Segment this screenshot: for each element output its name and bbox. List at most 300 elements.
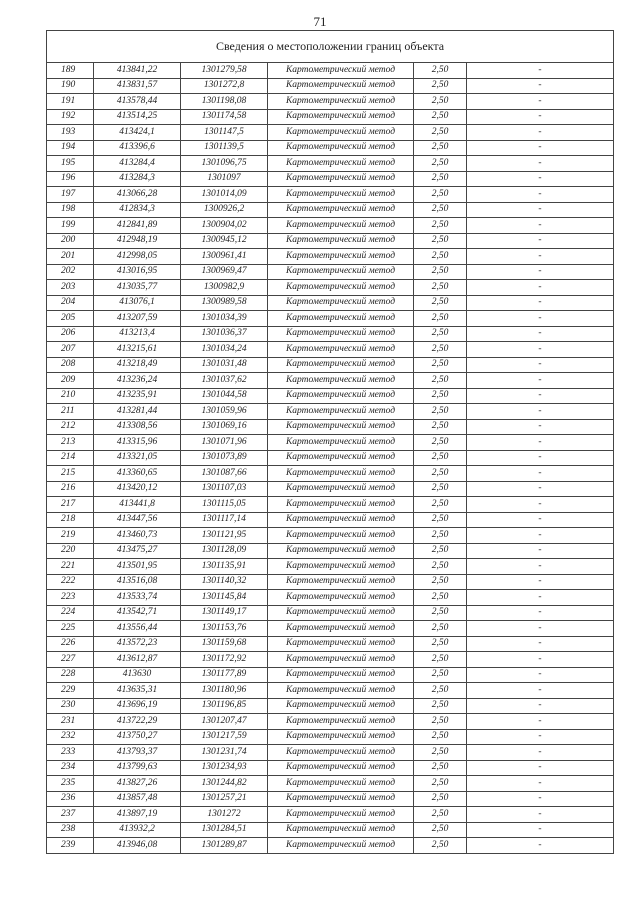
accuracy-cell: 2,50 — [414, 373, 467, 389]
method-cell: Картометрический метод — [268, 590, 414, 606]
coord-y: 1301140,32 — [181, 574, 268, 590]
table-row — [47, 187, 614, 203]
table-row — [47, 605, 614, 621]
coord-y: 1301231,74 — [181, 745, 268, 761]
description-cell: - — [467, 528, 614, 544]
accuracy-cell: 2,50 — [414, 574, 467, 590]
table-row — [47, 791, 614, 807]
coord-y: 1301147,5 — [181, 125, 268, 141]
point-number: 190 — [47, 78, 94, 94]
coord-y: 1301059,96 — [181, 404, 268, 420]
point-number: 239 — [47, 838, 94, 854]
accuracy-cell: 2,50 — [414, 497, 467, 513]
coord-y: 1301145,84 — [181, 590, 268, 606]
method-cell: Картометрический метод — [268, 342, 414, 358]
point-number: 209 — [47, 373, 94, 389]
coord-y: 1301115,05 — [181, 497, 268, 513]
description-cell: - — [467, 295, 614, 311]
description-cell: - — [467, 218, 614, 234]
coord-y: 1300945,12 — [181, 233, 268, 249]
accuracy-cell: 2,50 — [414, 156, 467, 172]
description-cell: - — [467, 140, 614, 156]
method-cell: Картометрический метод — [268, 388, 414, 404]
point-number: 228 — [47, 667, 94, 683]
coord-y: 1301272,8 — [181, 78, 268, 94]
coord-x: 413556,44 — [94, 621, 181, 637]
description-cell: - — [467, 807, 614, 823]
coord-y: 1301272 — [181, 807, 268, 823]
method-cell: Картометрический метод — [268, 264, 414, 280]
table-row — [47, 404, 614, 420]
description-cell: - — [467, 357, 614, 373]
accuracy-cell: 2,50 — [414, 776, 467, 792]
table-row — [47, 698, 614, 714]
description-cell: - — [467, 776, 614, 792]
coord-y: 1301044,58 — [181, 388, 268, 404]
description-cell: - — [467, 559, 614, 575]
table-row — [47, 621, 614, 637]
table-row — [47, 171, 614, 187]
method-cell: Картометрический метод — [268, 574, 414, 590]
coord-y: 1301153,76 — [181, 621, 268, 637]
accuracy-cell: 2,50 — [414, 729, 467, 745]
accuracy-cell: 2,50 — [414, 202, 467, 218]
coord-y: 1301069,16 — [181, 419, 268, 435]
accuracy-cell: 2,50 — [414, 683, 467, 699]
point-number: 231 — [47, 714, 94, 730]
method-cell: Картометрический метод — [268, 652, 414, 668]
point-number: 236 — [47, 791, 94, 807]
table-row — [47, 590, 614, 606]
method-cell: Картометрический метод — [268, 419, 414, 435]
description-cell: - — [467, 202, 614, 218]
method-cell: Картометрический метод — [268, 357, 414, 373]
point-number: 204 — [47, 295, 94, 311]
point-number: 211 — [47, 404, 94, 420]
coord-y: 1300969,47 — [181, 264, 268, 280]
table-title-row — [47, 31, 614, 63]
coord-x: 412834,3 — [94, 202, 181, 218]
point-number: 201 — [47, 249, 94, 265]
point-number: 200 — [47, 233, 94, 249]
method-cell: Картометрический метод — [268, 528, 414, 544]
point-number: 207 — [47, 342, 94, 358]
coord-y: 1300904,02 — [181, 218, 268, 234]
point-number: 235 — [47, 776, 94, 792]
coord-x: 413897,19 — [94, 807, 181, 823]
description-cell: - — [467, 822, 614, 838]
boundary-table — [46, 30, 614, 854]
description-cell: - — [467, 481, 614, 497]
coord-x: 413207,59 — [94, 311, 181, 327]
method-cell: Картометрический метод — [268, 605, 414, 621]
description-cell: - — [467, 450, 614, 466]
coord-x: 413793,37 — [94, 745, 181, 761]
description-cell: - — [467, 636, 614, 652]
method-cell: Картометрический метод — [268, 326, 414, 342]
table-row — [47, 63, 614, 79]
accuracy-cell: 2,50 — [414, 621, 467, 637]
coord-y: 1300982,9 — [181, 280, 268, 296]
point-number: 238 — [47, 822, 94, 838]
table-row — [47, 249, 614, 265]
accuracy-cell: 2,50 — [414, 822, 467, 838]
table-row — [47, 683, 614, 699]
point-number: 232 — [47, 729, 94, 745]
table-row — [47, 419, 614, 435]
description-cell: - — [467, 249, 614, 265]
table-row — [47, 326, 614, 342]
coord-x: 413831,57 — [94, 78, 181, 94]
accuracy-cell: 2,50 — [414, 94, 467, 110]
accuracy-cell: 2,50 — [414, 667, 467, 683]
coord-x: 413284,4 — [94, 156, 181, 172]
point-number: 220 — [47, 543, 94, 559]
table-row — [47, 218, 614, 234]
point-number: 227 — [47, 652, 94, 668]
coord-y: 1301180,96 — [181, 683, 268, 699]
table-row — [47, 233, 614, 249]
coord-y: 1301014,09 — [181, 187, 268, 203]
accuracy-cell: 2,50 — [414, 311, 467, 327]
accuracy-cell: 2,50 — [414, 807, 467, 823]
coord-x: 413612,87 — [94, 652, 181, 668]
point-number: 230 — [47, 698, 94, 714]
accuracy-cell: 2,50 — [414, 388, 467, 404]
description-cell: - — [467, 512, 614, 528]
point-number: 237 — [47, 807, 94, 823]
coord-x: 412841,89 — [94, 218, 181, 234]
accuracy-cell: 2,50 — [414, 435, 467, 451]
accuracy-cell: 2,50 — [414, 264, 467, 280]
method-cell: Картометрический метод — [268, 729, 414, 745]
table-row — [47, 528, 614, 544]
table-row — [47, 450, 614, 466]
method-cell: Картометрический метод — [268, 202, 414, 218]
description-cell: - — [467, 264, 614, 280]
accuracy-cell: 2,50 — [414, 698, 467, 714]
method-cell: Картометрический метод — [268, 311, 414, 327]
coord-y: 1301289,87 — [181, 838, 268, 854]
method-cell: Картометрический метод — [268, 156, 414, 172]
coord-y: 1301037,62 — [181, 373, 268, 389]
table-row — [47, 574, 614, 590]
coord-y: 1301172,92 — [181, 652, 268, 668]
description-cell: - — [467, 667, 614, 683]
coord-x: 413360,65 — [94, 466, 181, 482]
point-number: 205 — [47, 311, 94, 327]
table-row — [47, 202, 614, 218]
accuracy-cell: 2,50 — [414, 512, 467, 528]
accuracy-cell: 2,50 — [414, 342, 467, 358]
accuracy-cell: 2,50 — [414, 295, 467, 311]
coord-x: 413016,95 — [94, 264, 181, 280]
description-cell: - — [467, 109, 614, 125]
accuracy-cell: 2,50 — [414, 218, 467, 234]
point-number: 221 — [47, 559, 94, 575]
coord-x: 413076,1 — [94, 295, 181, 311]
table-row — [47, 280, 614, 296]
point-number: 213 — [47, 435, 94, 451]
method-cell: Картометрический метод — [268, 435, 414, 451]
coord-y: 1301117,14 — [181, 512, 268, 528]
coord-x: 413447,56 — [94, 512, 181, 528]
table-row — [47, 140, 614, 156]
method-cell: Картометрический метод — [268, 295, 414, 311]
point-number: 224 — [47, 605, 94, 621]
point-number: 208 — [47, 357, 94, 373]
coord-x: 413946,08 — [94, 838, 181, 854]
coord-x: 413572,23 — [94, 636, 181, 652]
accuracy-cell: 2,50 — [414, 838, 467, 854]
table-row — [47, 838, 614, 854]
description-cell: - — [467, 280, 614, 296]
coord-y: 1301135,91 — [181, 559, 268, 575]
coord-y: 1301034,39 — [181, 311, 268, 327]
method-cell: Картометрический метод — [268, 698, 414, 714]
accuracy-cell: 2,50 — [414, 63, 467, 79]
table-row — [47, 78, 614, 94]
coord-y: 1301257,21 — [181, 791, 268, 807]
accuracy-cell: 2,50 — [414, 233, 467, 249]
method-cell: Картометрический метод — [268, 791, 414, 807]
coord-x: 413514,25 — [94, 109, 181, 125]
description-cell: - — [467, 683, 614, 699]
description-cell: - — [467, 838, 614, 854]
coord-x: 413236,24 — [94, 373, 181, 389]
description-cell: - — [467, 605, 614, 621]
point-number: 222 — [47, 574, 94, 590]
coord-y: 1301087,66 — [181, 466, 268, 482]
coord-x: 413630 — [94, 667, 181, 683]
accuracy-cell: 2,50 — [414, 187, 467, 203]
table-row — [47, 373, 614, 389]
point-number: 198 — [47, 202, 94, 218]
accuracy-cell: 2,50 — [414, 78, 467, 94]
table-row — [47, 481, 614, 497]
coord-y: 1301073,89 — [181, 450, 268, 466]
method-cell: Картометрический метод — [268, 512, 414, 528]
method-cell: Картометрический метод — [268, 109, 414, 125]
table-row — [47, 497, 614, 513]
table-row — [47, 667, 614, 683]
coord-x: 413533,74 — [94, 590, 181, 606]
accuracy-cell: 2,50 — [414, 791, 467, 807]
table-row — [47, 264, 614, 280]
coord-x: 413315,96 — [94, 435, 181, 451]
coord-y: 1301096,75 — [181, 156, 268, 172]
point-number: 223 — [47, 590, 94, 606]
coord-x: 413420,12 — [94, 481, 181, 497]
description-cell: - — [467, 326, 614, 342]
coord-x: 413396,6 — [94, 140, 181, 156]
method-cell: Картометрический метод — [268, 171, 414, 187]
description-cell: - — [467, 698, 614, 714]
point-number: 216 — [47, 481, 94, 497]
point-number: 194 — [47, 140, 94, 156]
coord-y: 1301121,95 — [181, 528, 268, 544]
point-number: 189 — [47, 63, 94, 79]
accuracy-cell: 2,50 — [414, 714, 467, 730]
table-row — [47, 295, 614, 311]
description-cell: - — [467, 621, 614, 637]
accuracy-cell: 2,50 — [414, 605, 467, 621]
table-row — [47, 543, 614, 559]
accuracy-cell: 2,50 — [414, 652, 467, 668]
table-row — [47, 311, 614, 327]
description-cell: - — [467, 590, 614, 606]
method-cell: Картометрический метод — [268, 78, 414, 94]
coord-y: 1301159,68 — [181, 636, 268, 652]
method-cell: Картометрический метод — [268, 667, 414, 683]
coord-y: 1301196,85 — [181, 698, 268, 714]
description-cell: - — [467, 187, 614, 203]
coord-x: 413696,19 — [94, 698, 181, 714]
accuracy-cell: 2,50 — [414, 125, 467, 141]
method-cell: Картометрический метод — [268, 745, 414, 761]
coord-y: 1301031,48 — [181, 357, 268, 373]
description-cell: - — [467, 791, 614, 807]
description-cell: - — [467, 233, 614, 249]
coord-y: 1301198,08 — [181, 94, 268, 110]
coord-y: 1301034,24 — [181, 342, 268, 358]
table-row — [47, 357, 614, 373]
point-number: 210 — [47, 388, 94, 404]
page-number: 71 — [313, 14, 327, 29]
table-row — [47, 156, 614, 172]
accuracy-cell: 2,50 — [414, 280, 467, 296]
coord-x: 412998,05 — [94, 249, 181, 265]
point-number: 193 — [47, 125, 94, 141]
point-number: 212 — [47, 419, 94, 435]
table-row — [47, 559, 614, 575]
coord-x: 413475,27 — [94, 543, 181, 559]
table-row — [47, 745, 614, 761]
coord-y: 1301279,58 — [181, 63, 268, 79]
description-cell: - — [467, 714, 614, 730]
method-cell: Картометрический метод — [268, 838, 414, 854]
coord-x: 413799,63 — [94, 760, 181, 776]
coord-y: 1301234,93 — [181, 760, 268, 776]
accuracy-cell: 2,50 — [414, 590, 467, 606]
coord-x: 413460,73 — [94, 528, 181, 544]
coord-x: 413215,61 — [94, 342, 181, 358]
table-row — [47, 109, 614, 125]
coord-x: 413066,28 — [94, 187, 181, 203]
coord-y: 1301217,59 — [181, 729, 268, 745]
coord-x: 413827,26 — [94, 776, 181, 792]
table-row — [47, 714, 614, 730]
method-cell: Картометрический метод — [268, 249, 414, 265]
accuracy-cell: 2,50 — [414, 357, 467, 373]
table-row — [47, 466, 614, 482]
coord-x: 413750,27 — [94, 729, 181, 745]
point-number: 217 — [47, 497, 94, 513]
method-cell: Картометрический метод — [268, 125, 414, 141]
point-number: 214 — [47, 450, 94, 466]
description-cell: - — [467, 63, 614, 79]
table-row — [47, 388, 614, 404]
description-cell: - — [467, 125, 614, 141]
coord-y: 1301097 — [181, 171, 268, 187]
point-number: 191 — [47, 94, 94, 110]
point-number: 203 — [47, 280, 94, 296]
method-cell: Картометрический метод — [268, 621, 414, 637]
description-cell: - — [467, 388, 614, 404]
point-number: 215 — [47, 466, 94, 482]
point-number: 226 — [47, 636, 94, 652]
point-number: 218 — [47, 512, 94, 528]
table-row — [47, 94, 614, 110]
description-cell: - — [467, 311, 614, 327]
method-cell: Картометрический метод — [268, 776, 414, 792]
point-number: 196 — [47, 171, 94, 187]
method-cell: Картометрический метод — [268, 140, 414, 156]
description-cell: - — [467, 94, 614, 110]
coord-x: 413218,49 — [94, 357, 181, 373]
point-number: 234 — [47, 760, 94, 776]
coord-x: 413284,3 — [94, 171, 181, 187]
accuracy-cell: 2,50 — [414, 404, 467, 420]
method-cell: Картометрический метод — [268, 404, 414, 420]
method-cell: Картометрический метод — [268, 280, 414, 296]
coord-y: 1301284,51 — [181, 822, 268, 838]
method-cell: Картометрический метод — [268, 233, 414, 249]
table-title: Сведения о местоположении границ объекта — [47, 31, 614, 63]
description-cell: - — [467, 419, 614, 435]
description-cell: - — [467, 171, 614, 187]
method-cell: Картометрический метод — [268, 559, 414, 575]
accuracy-cell: 2,50 — [414, 450, 467, 466]
accuracy-cell: 2,50 — [414, 528, 467, 544]
point-number: 206 — [47, 326, 94, 342]
point-number: 202 — [47, 264, 94, 280]
coord-y: 1301036,37 — [181, 326, 268, 342]
accuracy-cell: 2,50 — [414, 109, 467, 125]
description-cell: - — [467, 543, 614, 559]
coord-x: 413321,05 — [94, 450, 181, 466]
accuracy-cell: 2,50 — [414, 249, 467, 265]
coord-x: 413516,08 — [94, 574, 181, 590]
accuracy-cell: 2,50 — [414, 326, 467, 342]
coord-x: 413441,8 — [94, 497, 181, 513]
description-cell: - — [467, 78, 614, 94]
method-cell: Картометрический метод — [268, 218, 414, 234]
coord-y: 1301139,5 — [181, 140, 268, 156]
coord-y: 1301177,89 — [181, 667, 268, 683]
table-row — [47, 342, 614, 358]
description-cell: - — [467, 729, 614, 745]
accuracy-cell: 2,50 — [414, 636, 467, 652]
coord-y: 1300989,58 — [181, 295, 268, 311]
coord-x: 413578,44 — [94, 94, 181, 110]
accuracy-cell: 2,50 — [414, 140, 467, 156]
accuracy-cell: 2,50 — [414, 559, 467, 575]
point-number: 197 — [47, 187, 94, 203]
method-cell: Картометрический метод — [268, 714, 414, 730]
table-row — [47, 822, 614, 838]
point-number: 219 — [47, 528, 94, 544]
description-cell: - — [467, 404, 614, 420]
coord-x: 413035,77 — [94, 280, 181, 296]
method-cell: Картометрический метод — [268, 187, 414, 203]
point-number: 225 — [47, 621, 94, 637]
coord-y: 1301128,09 — [181, 543, 268, 559]
method-cell: Картометрический метод — [268, 94, 414, 110]
method-cell: Картометрический метод — [268, 543, 414, 559]
coord-y: 1300926,2 — [181, 202, 268, 218]
coord-x: 413424,1 — [94, 125, 181, 141]
